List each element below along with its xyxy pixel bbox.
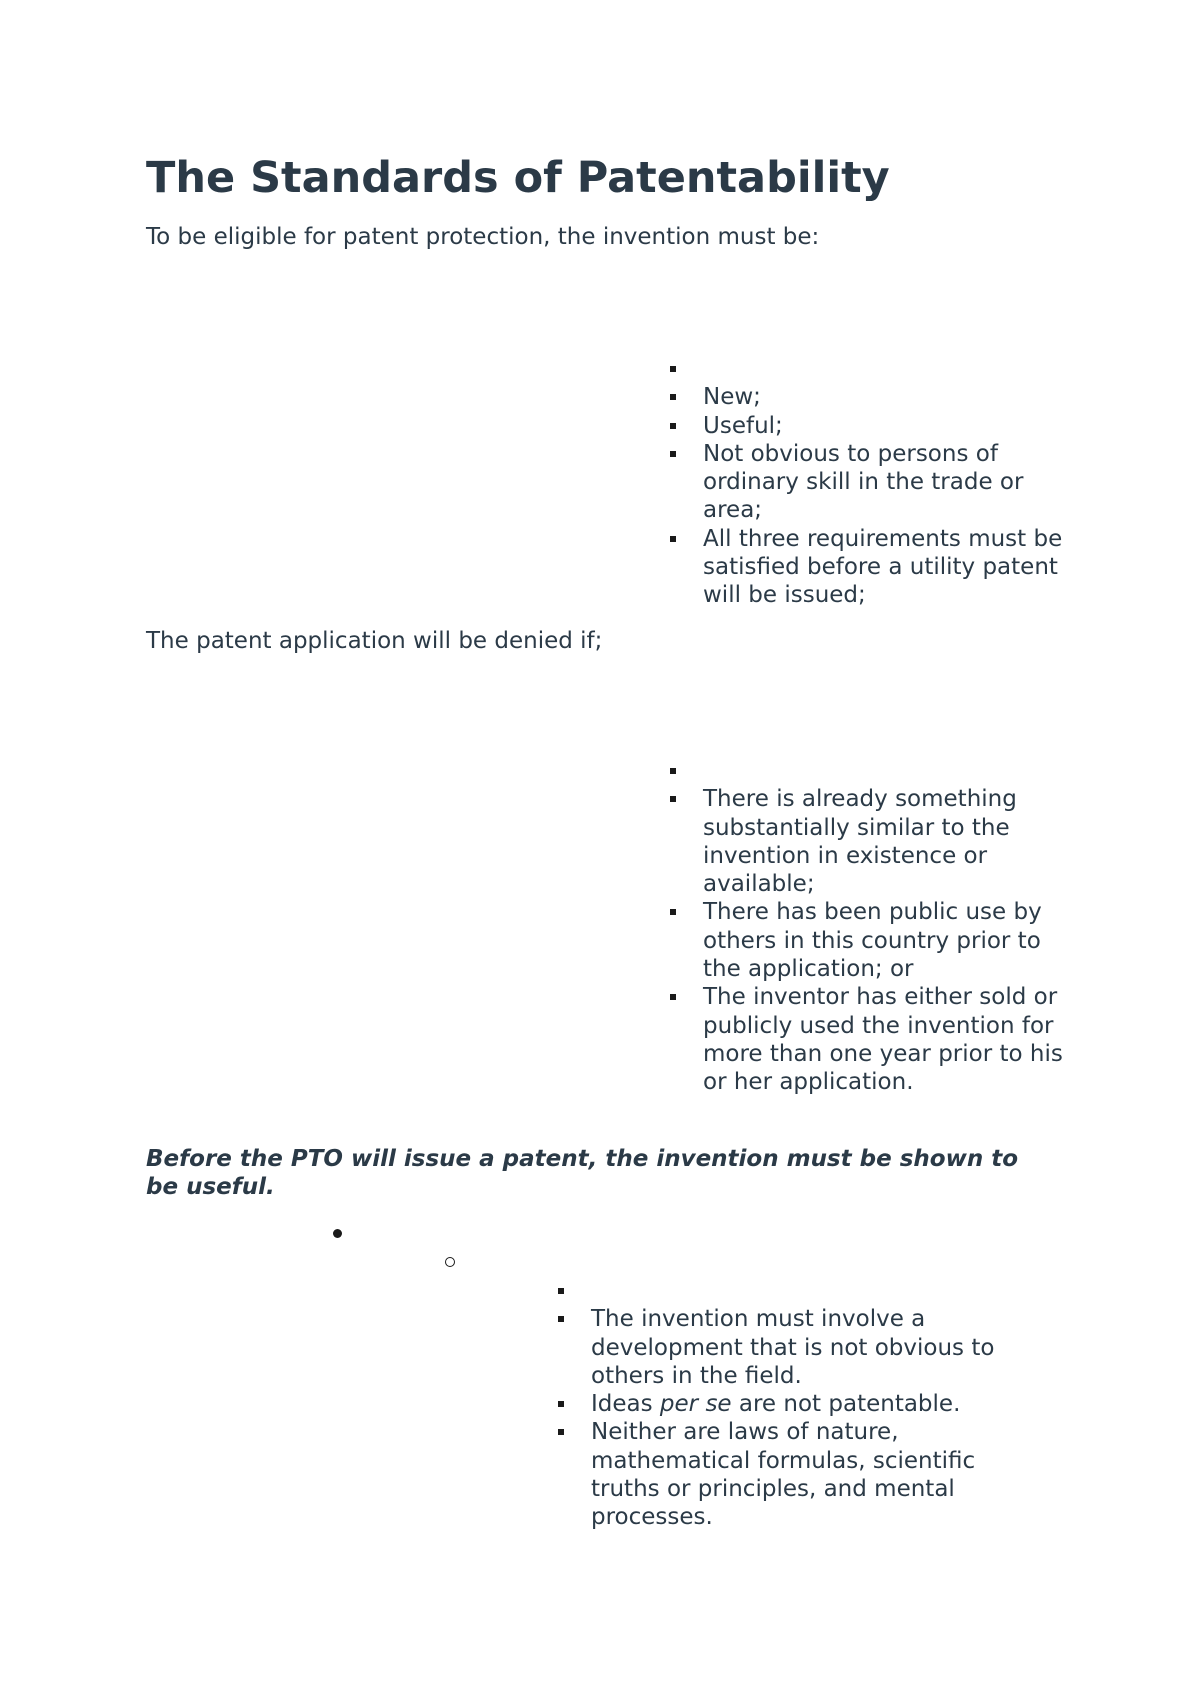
list-item: [556, 1390, 1026, 1418]
empty-list-item: [556, 1277, 1026, 1305]
list-item: New;: [668, 383, 1068, 411]
disc-bullet-icon: [333, 1229, 342, 1238]
list-item: The inventor has either sold or publicly used the invention for more than one year prior to his or her application.: [668, 983, 1068, 1096]
denied-paragraph: The patent application will be denied if;: [146, 628, 603, 654]
ideas-suffix: are not patentable.: [731, 1391, 961, 1418]
ideas-italic: per se: [659, 1391, 732, 1418]
list-item: Not obvious to persons of ordinary skill in the trade or area;: [668, 440, 1068, 525]
usefulness-emphasis: Before the PTO will issue a patent, the invention must be shown to be useful.: [146, 1146, 1018, 1200]
ideas-prefix: Ideas: [591, 1391, 660, 1418]
page-title: The Standards of Patentability: [146, 153, 890, 203]
list-item: The invention must involve a development that is not obvious to others in the field.: [556, 1305, 1026, 1390]
empty-list-item: [668, 757, 1068, 785]
notes-list: [556, 1277, 1026, 1532]
list-item: Neither are laws of nature, mathematical formulas, scientific truths or principles, and mental processes.: [556, 1418, 1026, 1531]
circle-bullet-icon: [445, 1257, 455, 1267]
list-item: All three requirements must be satisfied before a utility patent will be issued;: [668, 525, 1068, 610]
list-item: There has been public use by others in this country prior to the application; or: [668, 898, 1068, 983]
list-item: There is already something substantially similar to the invention in existence or available;: [668, 785, 1068, 898]
empty-list-item: [668, 355, 1068, 383]
list-item: Useful;: [668, 412, 1068, 440]
intro-paragraph: To be eligible for patent protection, the invention must be:: [146, 224, 820, 250]
requirements-list: [668, 355, 1068, 610]
denial-reasons-list: [668, 757, 1068, 1097]
